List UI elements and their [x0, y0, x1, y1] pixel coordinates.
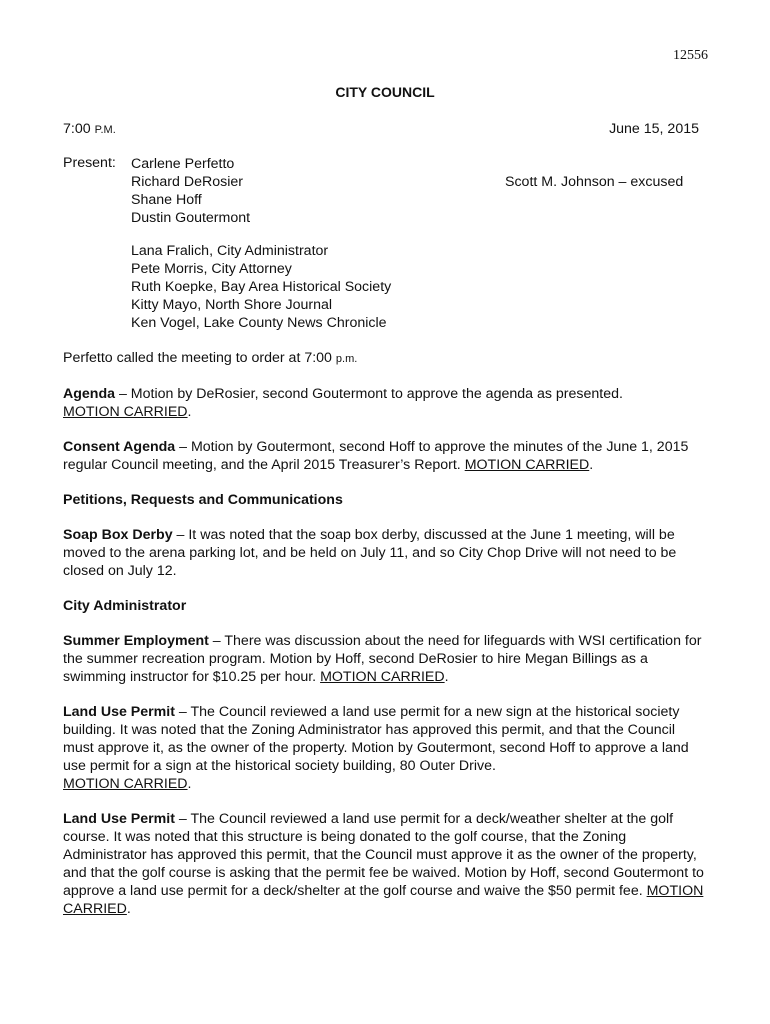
section-heading — [63, 597, 708, 615]
present-label: Present: — [63, 155, 116, 171]
members-list — [131, 155, 250, 227]
meeting-date: June 15, 2015 — [609, 121, 699, 137]
call-to-order-text: Perfetto called the meeting to order at 7:00 — [63, 350, 336, 366]
motion-carried: MOTION CARRIED — [63, 404, 188, 420]
land-use-permit-item: Land Use Permit – The Council reviewed a land use permit for a new sign at the historical society building. It was noted that the Zoning Administrator has approved this permit, and that the Council must approve it, as the owner of the property. Motion by Goutermont, second Hoff to approve a land use permit for a sign at the historical society building, 80 Outer Drive. MOTION CARRIED. — [63, 704, 689, 792]
summer-heading: Summer Employment — [63, 633, 209, 649]
soap-box-derby-item — [63, 526, 708, 580]
land-use-heading: Land Use Permit — [63, 811, 175, 827]
land-use-heading: Land Use Permit — [63, 704, 175, 720]
land-use-permit-item: Land Use Permit – The Council reviewed a land use permit for a deck/weather shelter at the golf course. It was noted that this structure is being donated to the golf course, that the Zoning Administrator has approved this permit, that the Council must approve it as the owner of the property, and that the golf course is asking that the permit fee be waived. Motion by Hoff, second Goutermont to approve a land use permit for a deck/shelter at the golf course and waive the $50 permit fee. MOTION CARRIED. — [63, 811, 704, 917]
petitions-heading: Petitions, Requests and Communications — [63, 492, 343, 508]
motion-carried: MOTION CARRIED — [320, 669, 445, 685]
attendee: Ken Vogel, Lake County News Chronicle — [131, 315, 387, 331]
page-number: 12556 — [673, 48, 708, 63]
motion-carried: MOTION CARRIED — [464, 457, 590, 473]
call-to-order-suffix: p.m. — [335, 353, 358, 365]
soap-box-heading: Soap Box Derby — [63, 527, 173, 543]
minutes-body — [63, 349, 708, 935]
city-admin-heading: City Administrator — [63, 598, 187, 614]
soap-box-text: – It was noted that the soap box derby, discussed at the June 1 meeting, will be moved to the arena parking lot, and be held on July 11, and so City Chop Drive will not need to be closed on July 12. — [63, 527, 677, 579]
section-heading — [63, 491, 708, 509]
summer-employment-item: Summer Employment – There was discussion about the need for lifeguards with WSI certification for the summer recreation program. Motion by Hoff, second DeRosier to hire Megan Billings as a swimming instructor for $10.25 per hour. MOTION CARRIED. — [63, 633, 702, 685]
member: Richard DeRosier — [131, 174, 243, 190]
others-present-list — [131, 242, 391, 332]
time-suffix: P.M. — [94, 124, 116, 136]
motion-carried: MOTION CARRIED — [63, 883, 704, 917]
attendee: Pete Morris, City Attorney — [131, 261, 292, 277]
summer-text: – There was discussion about the need for lifeguards with WSI certification for the summer recreation program. Motion by Hoff, second DeRosier to hire Megan Billings as a swimming instructor for $10.25 per hour. — [63, 633, 702, 685]
agenda-heading: Agenda — [63, 386, 116, 402]
member: Dustin Goutermont — [131, 210, 251, 226]
attendee: Kitty Mayo, North Shore Journal — [131, 297, 333, 313]
land-use-text: – The Council reviewed a land use permit for a deck/weather shelter at the golf course. It was noted that this structure is being donated to the golf course, that the Zoning Administrator has approved this permit, that the Council must approve it as the owner of the property, and that the golf course is asking that the permit fee be waived. Motion by Hoff, second Goutermont to approve a land use permit for a deck/shelter at the golf course and waive the $50 permit fee. — [63, 811, 704, 899]
consent-text: – Motion by Goutermont, second Hoff to approve the minutes of the June 1, 2015 regular Council meeting, and the April 2015 Treasurer’s Report. — [63, 439, 689, 473]
member: Shane Hoff — [131, 192, 202, 208]
meeting-time — [63, 121, 116, 137]
excused-member: Scott M. Johnson – excused — [505, 174, 684, 190]
attendee: Ruth Koepke, Bay Area Historical Society — [131, 279, 392, 295]
agenda-item: Agenda – Motion by DeRosier, second Goutermont to approve the agenda as presented. MOTION CARRIED. — [63, 386, 623, 420]
land-use-text: – The Council reviewed a land use permit for a new sign at the historical society building. It was noted that the Zoning Administrator has approved this permit, and that the Council must approve it, as the owner of the property. Motion by Goutermont, second Hoff to approve a land use permit for a sign at the historical society building, 80 Outer Drive. — [63, 704, 689, 774]
consent-heading: Consent Agenda — [63, 439, 176, 455]
consent-agenda-item: Consent Agenda – Motion by Goutermont, second Hoff to approve the minutes of the June 1, 2015 regular Council meeting, and the April 2015 Treasurer’s Report. MOTION CARRIED. — [63, 439, 689, 473]
time-value: 7:00 — [63, 121, 91, 137]
motion-carried: MOTION CARRIED — [63, 776, 188, 792]
agenda-text: – Motion by DeRosier, second Goutermont to approve the agenda as presented. — [115, 386, 623, 402]
attendee: Lana Fralich, City Administrator — [131, 243, 329, 259]
document-title: CITY COUNCIL — [335, 84, 435, 100]
member: Carlene Perfetto — [131, 156, 235, 172]
call-to-order — [63, 349, 708, 368]
